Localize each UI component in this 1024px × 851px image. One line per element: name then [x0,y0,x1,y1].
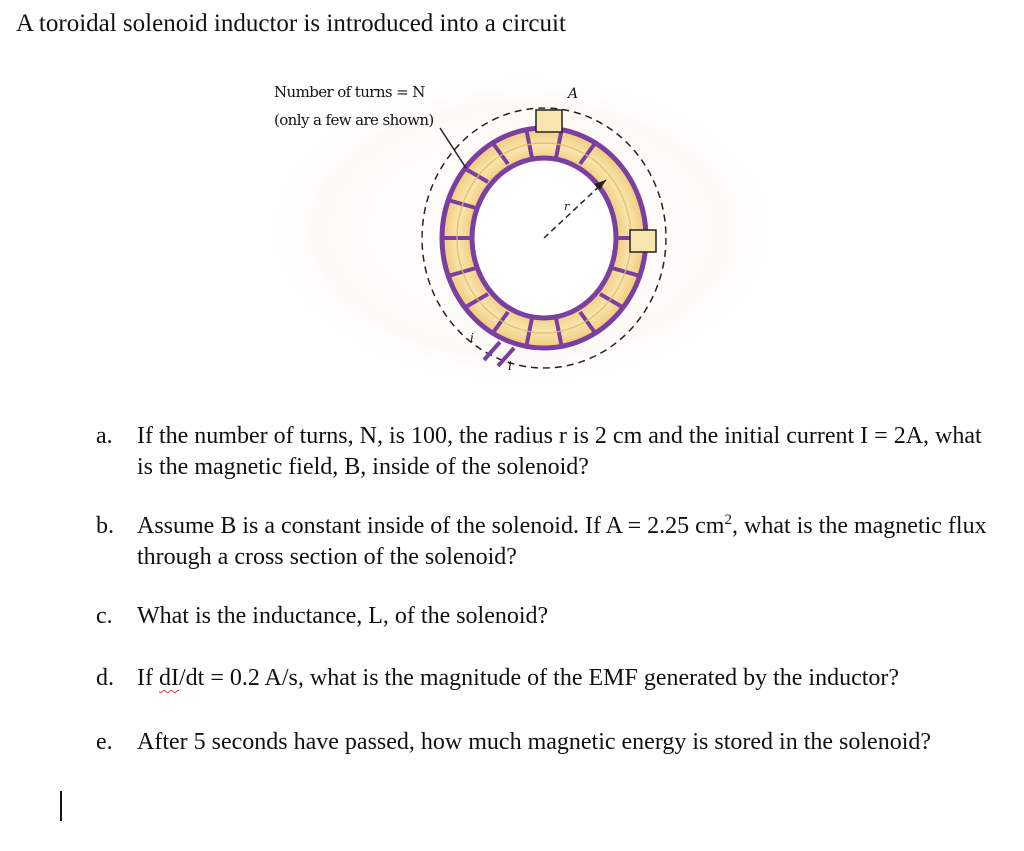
current-label-in: i [470,331,474,345]
question-text [137,663,987,694]
spellcheck-squiggle[interactable]: dI [158,665,179,691]
current-label-out: i [508,359,512,373]
question-text-part: , what is the magnetic flux through a cross section of the solenoid? [137,513,987,570]
turns-label: Number of turns = N [274,83,425,101]
area-label: A [568,86,579,102]
question-text: After 5 seconds have passed, how much magnetic energy is stored in the solenoid? [137,729,932,755]
question-letter: e. [96,729,113,755]
document-title: A toroidal solenoid inductor is introduced into a circuit [16,10,566,37]
question-letter: a. [96,423,113,449]
question-text: What is the inductance, L, of the solenoid? [137,603,549,629]
text-cursor[interactable] [60,791,62,821]
question-text: If the number of turns, N, is 100, the radius r is 2 cm and the initial current I = 2A, what is the magnetic field, B, inside of the solenoid? [137,423,982,480]
radius-label: r [564,200,570,213]
question-text-part: If [137,665,159,691]
question-letter: b. [96,513,114,539]
question-text-part: /dt = 0.2 A/s, what is the magnitude of the EMF generated by the inductor? [178,665,900,691]
superscript: 2 [724,512,732,528]
toroid-figure [262,70,782,390]
question-letter: c. [96,603,113,629]
cross-section-area [630,230,656,252]
shown-label: (only a few are shown) [274,111,434,129]
question-text [137,511,987,573]
question-letter: d. [96,665,114,691]
question-text-part: Assume B is a constant inside of the solenoid. If A = 2.25 cm [137,513,725,539]
